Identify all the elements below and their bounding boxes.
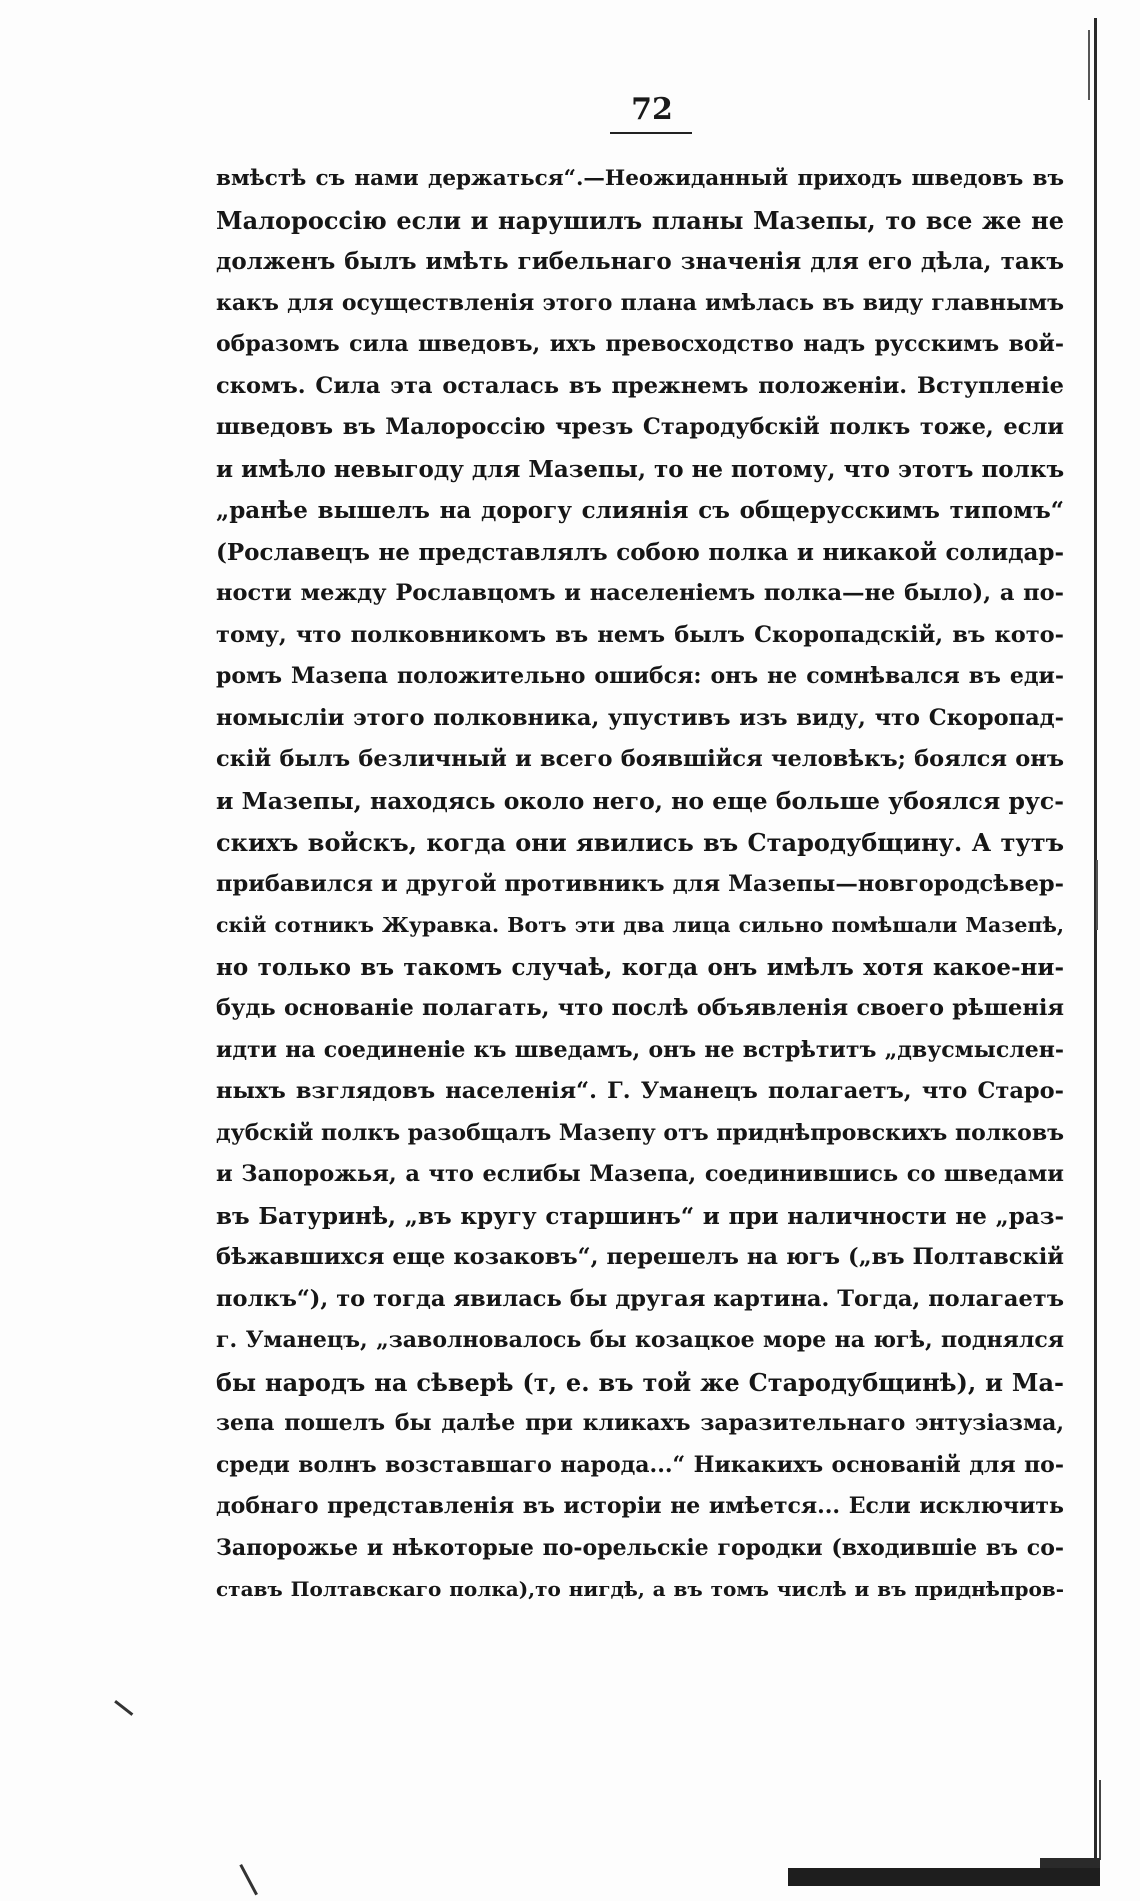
body-text — [216, 158, 1064, 1611]
scan-stray-mark — [114, 1700, 133, 1716]
scan-edge-mark — [1088, 30, 1090, 100]
scan-stray-mark — [239, 1864, 258, 1895]
text-line: номысліи этого полковника, упустивъ изъ виду, что Скоропад- — [216, 704, 1064, 731]
text-line: и Запорожья, а что еслибы Мазепа, соединившись со шведами — [216, 1161, 1064, 1187]
text-line: ставъ Полтавскаго полка),то нигдѣ, а въ томъ числѣ и въ приднѣпров- — [216, 1577, 1064, 1601]
text-line: и имѣло невыгоду для Мазепы, то не потому, что этотъ полкъ — [216, 455, 1064, 483]
scan-bottom-shadow — [1040, 1858, 1100, 1868]
page-number-underline — [610, 132, 692, 134]
text-line: вмѣстѣ съ нами держаться“.—Неожиданный приходъ шведовъ въ — [216, 166, 1064, 191]
text-line: тому, что полковникомъ въ немъ былъ Скоропадскій, въ кото- — [216, 621, 1064, 648]
text-line: г. Уманецъ, „заволновалось бы козацкое море на югѣ, поднялся — [216, 1327, 1064, 1353]
text-line: ромъ Мазепа положительно ошибся: онъ не сомнѣвался въ еди- — [216, 663, 1064, 689]
page-number: 72 — [631, 92, 673, 127]
text-line: зепа пошелъ бы далѣе при кликахъ заразительнаго энтузіазма, — [216, 1410, 1064, 1436]
text-line: какъ для осуществленія этого плана имѣлась въ виду главнымъ — [216, 289, 1064, 316]
text-line: Малороссію если и нарушилъ планы Мазепы, то все же не — [216, 205, 1064, 235]
text-line: скихъ войскъ, когда они явились въ Стародубщину. А тутъ — [216, 828, 1064, 857]
text-line: ныхъ взглядовъ населенія“. Г. Уманецъ полагаетъ, что Старо- — [216, 1078, 1064, 1104]
text-line: долженъ былъ имѣть гибельнаго значенія для его дѣла, такъ — [216, 248, 1064, 275]
text-line: среди волнъ возставшаго народа...“ Никакихъ основаній для по- — [216, 1451, 1064, 1478]
text-line: прибавился и другой противникъ для Мазепы—новгородсѣвер- — [216, 870, 1064, 897]
scan-bottom-shadow — [788, 1868, 1100, 1886]
text-line: шведовъ въ Малороссію чрезъ Стародубскій полкъ тоже, если — [216, 414, 1064, 440]
text-line: въ Батуринѣ, „въ кругу старшинъ“ и при наличности не „раз- — [216, 1202, 1064, 1230]
text-line: скій былъ безличный и всего боявшійся человѣкъ; боялся онъ — [216, 746, 1064, 772]
text-line: ности между Рославцомъ и населеніемъ полка—не было), а по- — [216, 580, 1064, 606]
text-line: добнаго представленія въ исторіи не имѣется... Если исключить — [216, 1493, 1064, 1519]
text-line: будь основаніе полагать, что послѣ объявленія своего рѣшенія — [216, 995, 1064, 1021]
text-line: дубскій полкъ разобщалъ Мазепу отъ приднѣпровскихъ полковъ — [216, 1119, 1064, 1146]
scan-page-edge — [1094, 18, 1097, 1858]
text-line: (Рославецъ не представлялъ собою полка и никакой солидар- — [216, 538, 1064, 566]
text-line: скій сотникъ Журавка. Вотъ эти два лица сильно помѣшали Мазепѣ, — [216, 913, 1064, 937]
text-line: образомъ сила шведовъ, ихъ превосходство надъ русскимъ вой- — [216, 331, 1064, 357]
text-line: полкъ“), то тогда явилась бы другая картина. Тогда, полагаетъ — [216, 1285, 1064, 1312]
text-line: бы народъ на сѣверѣ (т, е. въ той же Стародубщинѣ), и Ма- — [216, 1367, 1064, 1397]
text-line: скомъ. Сила эта осталась въ прежнемъ положеніи. Вступленіе — [216, 372, 1064, 399]
text-line: и Мазепы, находясь около него, но еще больше убоялся рус- — [216, 786, 1064, 815]
text-line: „ранѣе вышелъ на дорогу слиянія съ общерусскимъ типомъ“ — [216, 497, 1064, 524]
text-line: Запорожье и нѣкоторые по-орельскіе городки (входившіе въ со- — [216, 1534, 1064, 1561]
scan-edge-mark — [1096, 860, 1098, 930]
text-line: бѣжавшихся еще козаковъ“, перешелъ на югъ („въ Полтавскій — [216, 1244, 1064, 1270]
text-line: идти на соединеніе къ шведамъ, онъ не встрѣтитъ „двусмыслен- — [216, 1036, 1064, 1063]
text-line: но только въ такомъ случаѣ, когда онъ имѣлъ хотя какое-ни- — [216, 953, 1064, 981]
scan-page-edge-inner — [1099, 1780, 1101, 1860]
